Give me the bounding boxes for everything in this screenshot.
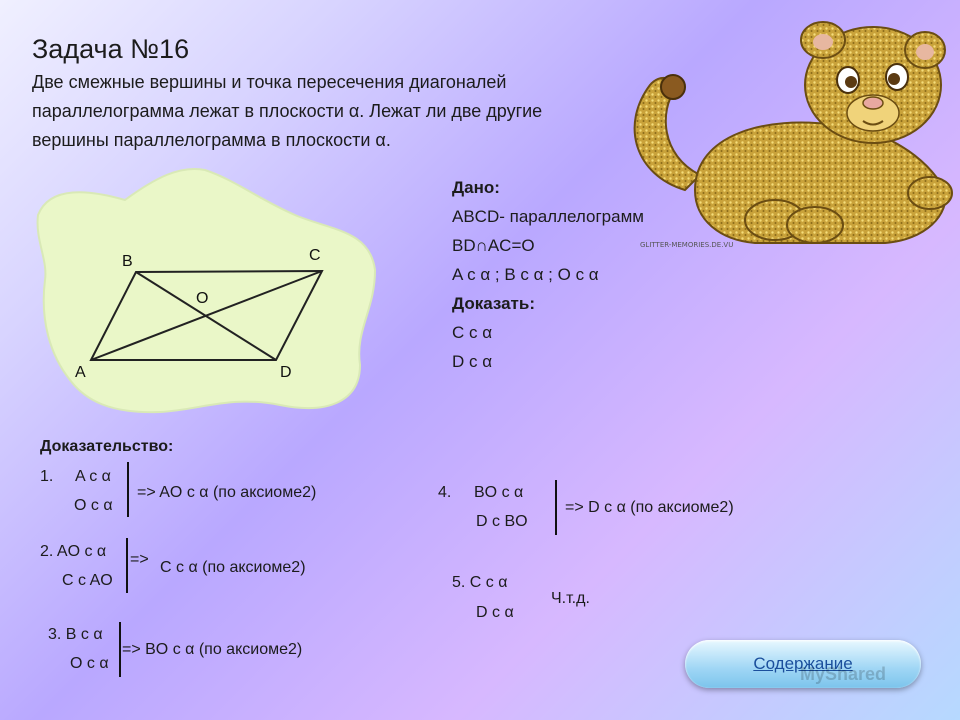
step3-premise-b: O c α: [70, 655, 109, 672]
step3-result: => BO c α (по аксиоме2): [122, 641, 303, 658]
statement-line: Две смежные вершины и точка пересечения диагоналей: [32, 72, 507, 92]
step1-bracket: [127, 462, 129, 517]
step4-number: 4.: [438, 484, 452, 501]
plane-figure: [30, 160, 380, 415]
step5-line-a: 5. C c α: [452, 574, 508, 591]
step2-premise-a: 2. AO c α: [40, 543, 107, 560]
step2-premise-b: C c AO: [62, 572, 113, 589]
step4-premise-a: BO c α: [474, 484, 524, 501]
point-o-label: O: [196, 290, 209, 307]
problem-statement: [32, 68, 672, 155]
step1-number: 1.: [40, 468, 54, 485]
step2-result: C c α (по аксиоме2): [160, 559, 306, 576]
step1-premise-a: A c α: [75, 468, 111, 485]
lion-cub-image: [615, 15, 960, 250]
step4-result: => D c α (по аксиоме2): [565, 499, 734, 516]
given-block: [452, 173, 644, 376]
step1-premise-b: O c α: [74, 497, 113, 514]
step4-bracket: [555, 480, 557, 535]
vertex-d-label: D: [280, 364, 292, 381]
vertex-c-label: C: [309, 247, 321, 264]
qed-label: Ч.т.д.: [551, 590, 590, 607]
statement-line: параллелограмма лежат в плоскости α. Лежат ли две другие: [32, 101, 543, 121]
step3-premise-a: 3. B c α: [48, 626, 103, 643]
proof-heading: Доказательство:: [40, 438, 174, 455]
watermark: MyShared: [800, 664, 887, 684]
prove-heading: Доказать:: [452, 294, 535, 313]
lion-caption: GLITTER-MEMORIES.DE.VU: [640, 241, 734, 249]
vertex-b-label: B: [122, 253, 133, 270]
step3-bracket: [119, 622, 121, 677]
step2-bracket: [126, 538, 128, 593]
given-line: A c α ; B c α ; O c α: [452, 265, 599, 284]
prove-line: C c α: [452, 323, 493, 342]
step1-result: => AO c α (по аксиоме2): [137, 484, 317, 501]
vertex-a-label: A: [75, 364, 86, 381]
page-title: Задача №16: [32, 34, 190, 64]
prove-line: D c α: [452, 352, 493, 371]
given-line: BD∩AC=O: [452, 236, 535, 255]
statement-line: вершины параллелограмма в плоскости α.: [32, 130, 391, 150]
step5-line-b: D c α: [476, 604, 514, 621]
given-line: ABCD- параллелограмм: [452, 207, 644, 226]
given-heading: Дано:: [452, 178, 500, 197]
contents-button-label: Содержание: [753, 654, 853, 673]
step4-premise-b: D c BO: [476, 513, 528, 530]
step2-arrow: =>: [130, 551, 149, 568]
